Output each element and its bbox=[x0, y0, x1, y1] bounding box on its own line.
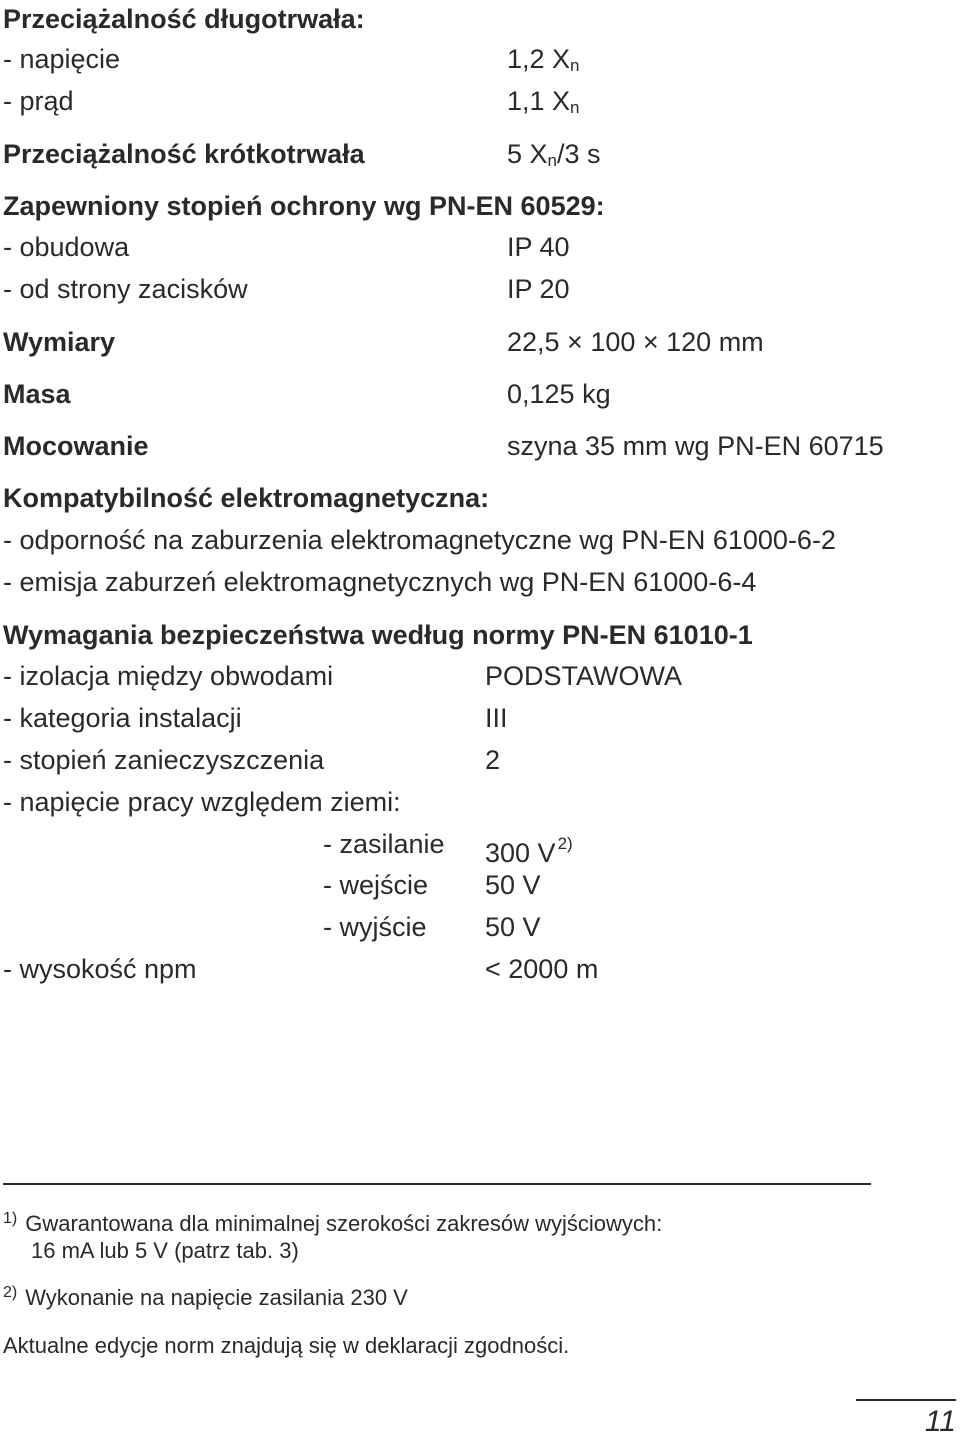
safety-heading: Wymagania bezpieczeństwa według normy PN-EN 61010-1 bbox=[3, 620, 753, 650]
footnote-2: $^{2)}$ Wykonanie na napięcie zasilania 230 V bbox=[3, 1284, 408, 1310]
insulation-label: - izolacja między obwodami bbox=[3, 661, 334, 691]
category-value: III bbox=[485, 703, 508, 733]
protection-heading: Zapewniony stopień ochrony wg PN-EN 60529: bbox=[3, 191, 605, 221]
output-value: 50 V bbox=[485, 912, 541, 942]
category-label: - kategoria instalacji bbox=[3, 703, 242, 733]
supply-value: 300 V $^{2)}$ bbox=[485, 834, 573, 868]
mass-label: Masa bbox=[3, 379, 71, 409]
standards-note: Aktualne edycje norm znajdują się w deklaracji zgodności. bbox=[3, 1333, 570, 1358]
emc-emission: - emisja zaburzeń elektromagnetycznych wg PN-EN 61000-6-4 bbox=[3, 567, 757, 597]
altitude-label: - wysokość npm bbox=[3, 954, 197, 984]
page-number: 11 bbox=[924, 1405, 956, 1438]
input-label: - wejście bbox=[323, 870, 429, 900]
current-label: - prąd bbox=[3, 86, 74, 116]
footnote-divider bbox=[3, 1183, 871, 1185]
input-value: 50 V bbox=[485, 870, 541, 900]
emc-heading: Kompatybilność elektromagnetyczna: bbox=[3, 483, 490, 513]
overload-short-heading: Przeciążalność krótkotrwała bbox=[3, 139, 365, 169]
current-value: 1,1 Xn bbox=[507, 86, 580, 117]
voltage-label: - napięcie bbox=[3, 44, 121, 74]
altitude-value: < 2000 m bbox=[485, 954, 599, 984]
mounting-label: Mocowanie bbox=[3, 431, 149, 461]
mounting-value: szyna 35 mm wg PN-EN 60715 bbox=[507, 431, 884, 461]
dimensions-label: Wymiary bbox=[3, 327, 116, 357]
output-label: - wyjście bbox=[323, 912, 427, 942]
working-voltage-label: - napięcie pracy względem ziemi: bbox=[3, 787, 401, 817]
pollution-value: 2 bbox=[485, 745, 501, 775]
emc-immunity: - odporność na zaburzenia elektromagnetyczne wg PN-EN 61000-6-2 bbox=[3, 525, 836, 555]
footnote-1-continuation: 16 mA lub 5 V (patrz tab. 3) bbox=[31, 1238, 299, 1263]
mass-value: 0,125 kg bbox=[507, 379, 611, 409]
housing-label: - obudowa bbox=[3, 232, 130, 262]
overload-long-heading: Przeciążalność długotrwała: bbox=[3, 4, 365, 34]
terminals-label: - od strony zacisków bbox=[3, 274, 248, 304]
dimensions-value: 22,5 × 100 × 120 mm bbox=[507, 327, 764, 357]
page-number-rule bbox=[856, 1399, 956, 1401]
footnote-1: $^{1)}$ Gwarantowana dla minimalnej szerokości zakresów wyjściowych: bbox=[3, 1210, 663, 1236]
housing-value: IP 40 bbox=[507, 232, 570, 262]
voltage-value: 1,2 Xn bbox=[507, 44, 580, 75]
supply-label: - zasilanie bbox=[323, 829, 445, 859]
overload-short-value: 5 Xn/3 s bbox=[507, 139, 601, 170]
pollution-label: - stopień zanieczyszczenia bbox=[3, 745, 325, 775]
terminals-value: IP 20 bbox=[507, 274, 570, 304]
insulation-value: PODSTAWOWA bbox=[485, 661, 682, 691]
